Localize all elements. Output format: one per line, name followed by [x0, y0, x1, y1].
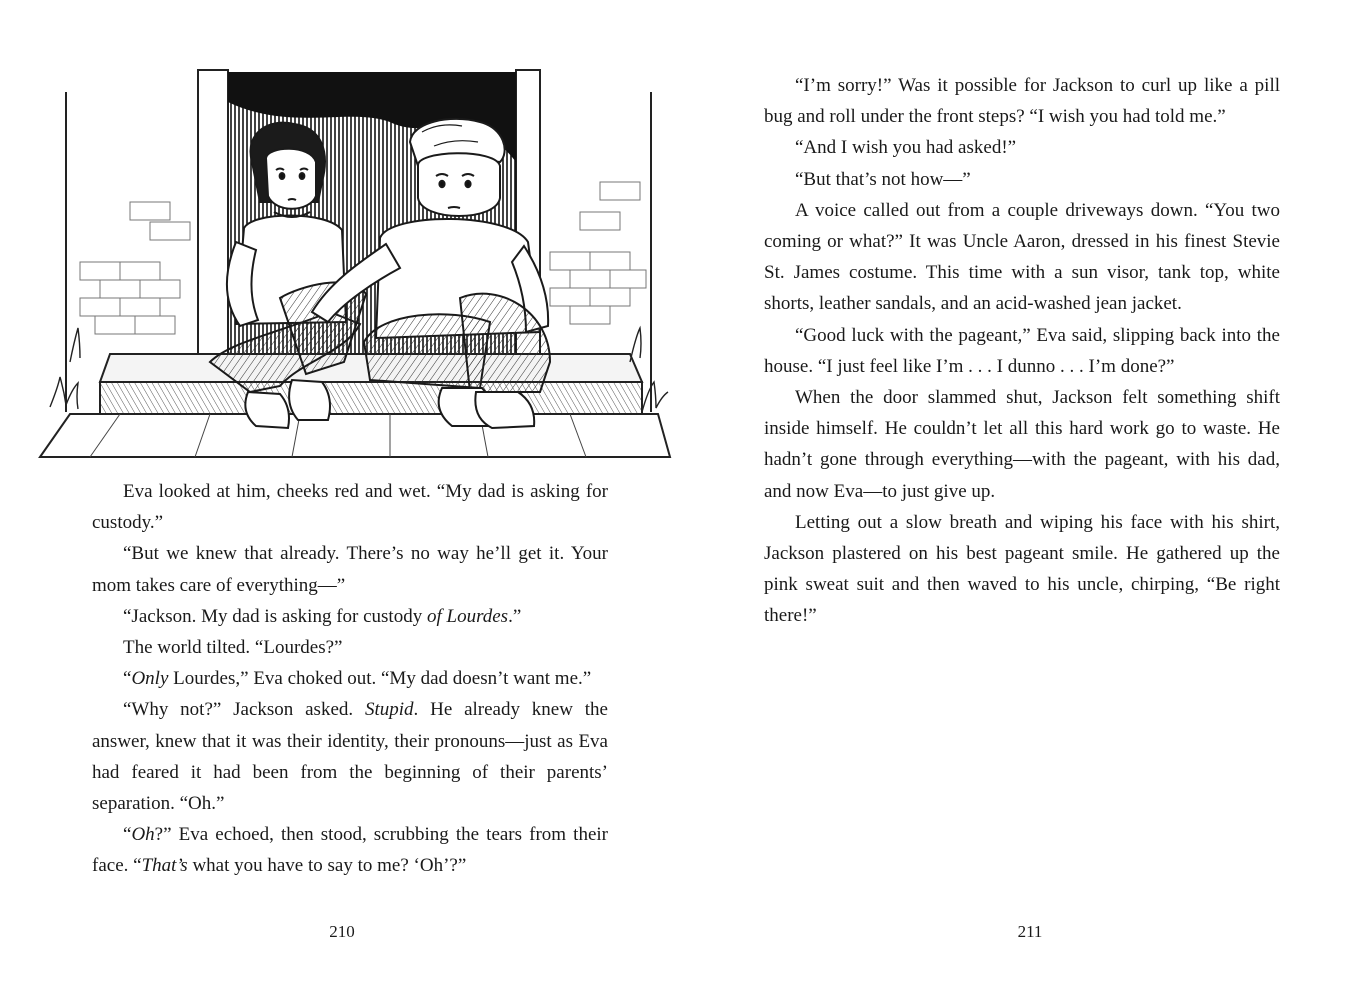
paragraph: “But we knew that already. There’s no way he’ll get it. Your mom takes care of everything—”	[92, 543, 608, 596]
paragraph: “Only Lourdes,” Eva choked out. “My dad doesn’t want me.”	[123, 668, 592, 690]
paragraph: The world tilted. “Lourdes?”	[123, 637, 343, 659]
paragraph: Letting out a slow breath and wiping his face with his shirt, Jackson plastered on his best pageant smile. He gathered up the pink sweat suit and then waved to his uncle, chirping, “Be right there!”	[764, 511, 1280, 627]
paragraph: A voice called out from a couple driveways down. “You two coming or what?” It was Uncle Aaron, dressed in his finest Stevie St. James costume. This time with a sun visor, tank top, white shorts, leather sandals, and an acid-washed jean jacket.	[764, 199, 1280, 315]
paragraph: “But that’s not how—”	[795, 168, 971, 190]
page-number-right: 211	[1017, 922, 1043, 941]
paragraph: “I’m sorry!” Was it possible for Jackson to curl up like a pill bug and roll under the front steps? “I wish you had told me.”	[764, 75, 1280, 128]
paragraph: “Oh?” Eva echoed, then stood, scrubbing the tears from their face. “That’s what you have to say to me? ‘Oh’?”	[92, 824, 608, 877]
paragraph: “Jackson. My dad is asking for custody of Lourdes.”	[123, 605, 522, 627]
paragraph: When the door slammed shut, Jackson felt something shift inside himself. He couldn’t let all this hard work go to waste. He hadn’t gone through everything—with the pageant, with his dad, and now Eva—to just give up.	[764, 387, 1280, 502]
illustration-drawing	[30, 62, 678, 472]
paragraph: “Good luck with the pageant,” Eva said, slipping back into the house. “I just feel like I’m . . . I dunno . . . I’m done?”	[764, 324, 1280, 377]
page-number-left: 210	[329, 922, 355, 941]
illustration-two-kids-on-steps	[30, 62, 678, 472]
right-page	[686, 0, 1371, 996]
paragraph: “And I wish you had asked!”	[795, 137, 1017, 159]
left-page-text	[92, 476, 608, 882]
paragraph: “Why not?” Jackson asked. Stupid. He already knew the answer, knew that it was their identity, their pronouns—just as Eva had feared it had been from the beginning of their parents’ separation. “Oh.”	[92, 699, 608, 815]
paragraph: Eva looked at him, cheeks red and wet. “My dad is asking for custody.”	[92, 481, 608, 534]
right-page-text	[764, 70, 1280, 632]
